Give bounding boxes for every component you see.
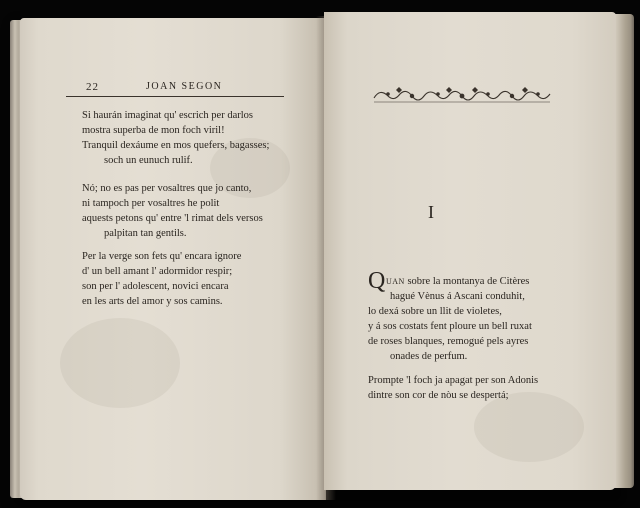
verse-line: y á sos costats fent ploure un bell ruxat	[368, 321, 532, 332]
verse-line: aquests petons qu' entre 'l rimat dels versos	[82, 213, 263, 224]
verse-line: mostra superba de mon foch viril!	[82, 125, 225, 136]
verse-line: lo dexá sobre un llit de violetes,	[368, 306, 502, 317]
verse-line: ni tampoch per vosaltres he polit	[82, 198, 220, 209]
verse-line: dintre son cor de nòu se despertá;	[368, 390, 509, 401]
verse-line: sobre la montanya de Citères	[407, 276, 530, 287]
verse-line: Prompte 'l foch ja apagat per son Adonis	[368, 375, 539, 386]
verse-line: de roses blanques, remogué pels ayres	[368, 336, 529, 347]
verse-line: Si haurán imaginat qu' escrich per darlos	[82, 110, 254, 121]
verse-line-first	[386, 276, 529, 287]
chapter-numeral: I	[428, 202, 434, 222]
paper-stain	[474, 392, 584, 462]
drop-cap: Q	[368, 268, 386, 294]
verse-line: d' un bell amant l' adormidor respir;	[82, 266, 233, 277]
verse-line: soch un eunuch rulif.	[104, 155, 193, 166]
verse-line: Nó; no es pas per vosaltres que jo canto,	[82, 183, 252, 194]
verse-line: Per la verge son fets qu' encara ignore	[82, 251, 242, 262]
verse-line: son per l' adolescent, novici encara	[82, 281, 229, 292]
verse-line: en les arts del amor y sos camins.	[82, 296, 223, 307]
right-page	[324, 12, 616, 490]
page-number: 22	[86, 81, 99, 93]
ornamental-headpiece-icon	[372, 84, 552, 108]
verse-line: onades de perfum.	[390, 351, 468, 362]
verse-line: palpitan tan gentils.	[104, 228, 187, 239]
header-rule	[66, 96, 284, 97]
left-page	[20, 18, 326, 500]
paper-stain	[60, 318, 180, 408]
first-word-rest: UAN	[386, 277, 405, 286]
running-head: JOAN SEGON	[146, 81, 223, 92]
verse-line: Tranquil dexáume en mos quefers, bagasses;	[82, 140, 270, 151]
verse-line: hagué Vènus á Ascani conduhit,	[390, 291, 525, 302]
